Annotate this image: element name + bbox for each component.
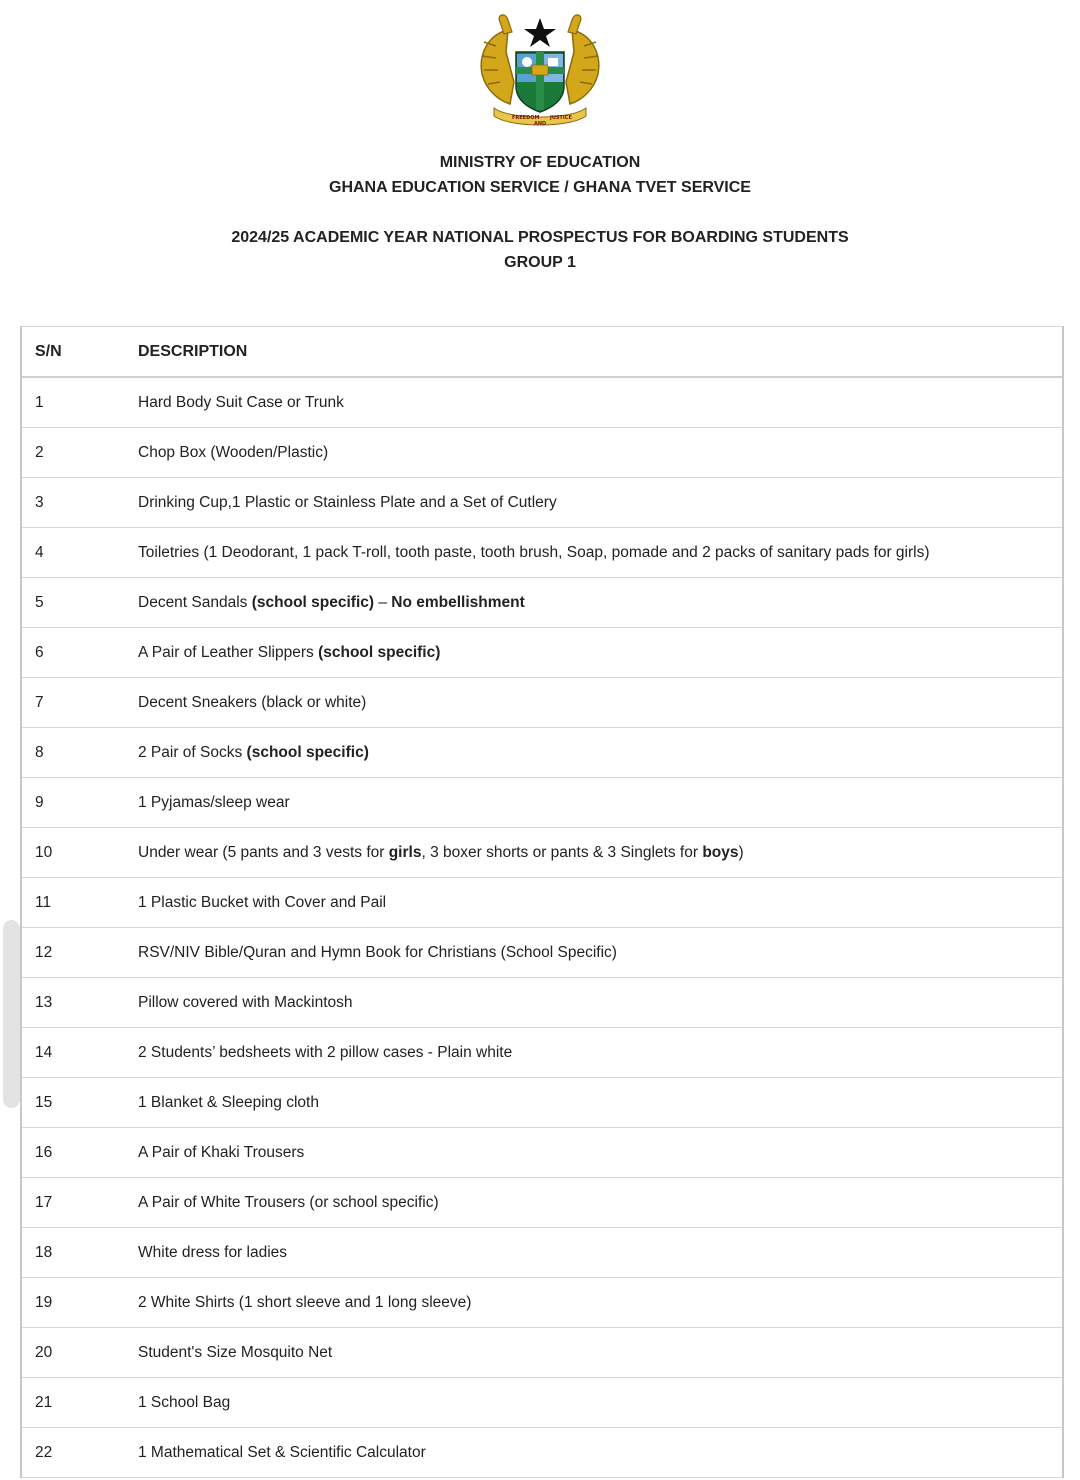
description-text: 1 Mathematical Set & Scientific Calculator [138,1443,426,1461]
row-description [138,744,1062,762]
table-row [22,478,1062,528]
row-sn: 16 [35,1143,53,1161]
heading-group: GROUP 1 [504,254,576,271]
table-row [22,928,1062,978]
table-row [22,1028,1062,1078]
row-description [138,944,1062,962]
row-sn: 21 [35,1393,53,1411]
description-text: girls [388,843,422,861]
row-sn: 12 [35,943,53,961]
row-description [138,544,1062,562]
table-row [22,978,1062,1028]
row-description [138,594,1062,612]
description-text: White dress for ladies [138,1243,288,1261]
row-sn: 19 [35,1293,53,1311]
row-description [138,844,1062,862]
row-description [138,1244,1062,1262]
row-description [138,1294,1062,1312]
row-description [138,444,1062,462]
table-row [22,628,1062,678]
description-text: 1 School Bag [138,1393,231,1411]
description-text: Drinking Cup,1 Plastic or Stainless Plate and a Set of Cutlery [138,493,557,511]
description-text: A Pair of Khaki Trousers [138,1143,305,1161]
motto-freedom: FREEDOM [512,115,540,121]
row-sn: 2 [35,443,44,461]
description-text: , 3 boxer shorts or pants & 3 Singlets for [421,843,703,861]
column-header-description: DESCRIPTION [138,342,248,360]
column-header-sn: S/N [35,342,62,360]
table-row [22,1278,1062,1328]
row-sn: 18 [35,1243,53,1261]
table-row [22,1178,1062,1228]
table-row [22,778,1062,828]
row-sn: 11 [35,893,52,911]
row-sn: 22 [35,1443,53,1461]
row-description [138,394,1062,412]
motto-justice: JUSTICE [550,115,572,121]
description-text: 1 Plastic Bucket with Cover and Pail [138,893,387,911]
description-text: 1 Pyjamas/sleep wear [138,793,290,811]
ghana-coat-of-arms-icon [470,12,610,130]
description-text: Student's Size Mosquito Net [138,1343,333,1361]
description-text: Decent Sandals [138,593,252,611]
description-text: 2 Pair of Socks [138,743,247,761]
heading-ministry: MINISTRY OF EDUCATION [439,154,641,171]
description-text: 2 Students’ bedsheets with 2 pillow cases - Plain white [138,1043,513,1061]
table-row [22,578,1062,628]
row-description [138,894,1062,912]
description-text: (school specific) [318,643,441,661]
row-description [138,1394,1062,1412]
row-description [138,794,1062,812]
heading-prospectus-title: 2024/25 ACADEMIC YEAR NATIONAL PROSPECTUS FOR BOARDING STUDENTS [231,229,849,246]
row-description [138,694,1062,712]
table-row [22,1428,1062,1478]
table-row [22,378,1062,428]
description-text: Under wear (5 pants and 3 vests for [138,843,389,861]
table-row [22,528,1062,578]
row-sn: 6 [35,643,44,661]
description-text: Toiletries (1 Deodorant, 1 pack T-roll, tooth paste, tooth brush, Soap, pomade and 2 packs of sanitary pads for girls) [138,543,930,561]
description-text: A Pair of Leather Slippers [138,643,319,661]
row-description [138,994,1062,1012]
row-sn: 7 [35,693,44,711]
heading-service: GHANA EDUCATION SERVICE / GHANA TVET SERVICE [329,179,751,196]
row-sn: 15 [35,1093,53,1111]
row-sn: 5 [35,593,44,611]
row-description [138,1094,1062,1112]
row-description [138,1194,1062,1212]
description-text: Decent Sneakers (black or white) [138,693,367,711]
table-row [22,1078,1062,1128]
row-description [138,494,1062,512]
description-text: 1 Blanket & Sleeping cloth [138,1093,319,1111]
scrollbar-thumb[interactable] [3,920,20,1108]
row-sn: 20 [35,1343,53,1361]
row-sn: 1 [35,393,44,411]
row-sn: 13 [35,993,53,1011]
description-text: A Pair of White Trousers (or school specific) [138,1193,439,1211]
row-sn: 4 [35,543,44,561]
row-description [138,1144,1062,1162]
description-text: 2 White Shirts (1 short sleeve and 1 long sleeve) [138,1293,472,1311]
description-text: – [374,593,392,611]
row-sn: 9 [35,793,44,811]
description-text: Chop Box (Wooden/Plastic) [138,443,329,461]
row-description [138,1344,1062,1362]
table-row [22,1128,1062,1178]
table-row [22,678,1062,728]
description-text: boys [702,843,739,861]
table-row [22,878,1062,928]
description-text: Hard Body Suit Case or Trunk [138,393,344,411]
description-text: Pillow covered with Mackintosh [138,993,353,1011]
prospectus-table [20,326,1064,1478]
row-sn: 3 [35,493,44,511]
row-sn: 17 [35,1193,53,1211]
table-row [22,728,1062,778]
table-row [22,428,1062,478]
row-sn: 14 [35,1043,53,1061]
table-row [22,828,1062,878]
row-sn: 10 [35,843,53,861]
table-row [22,1328,1062,1378]
row-description [138,644,1062,662]
table-row [22,1228,1062,1278]
row-sn: 8 [35,743,44,761]
description-text: RSV/NIV Bible/Quran and Hymn Book for Christians (School Specific) [138,943,617,961]
row-description [138,1444,1062,1462]
motto-and: AND [534,121,547,127]
row-description [138,1044,1062,1062]
table-row [22,1378,1062,1428]
table-header-row [22,326,1062,378]
description-text: (school specific) [251,593,375,611]
description-text: (school specific) [246,743,369,761]
description-text: ) [738,843,744,861]
description-text: No embellishment [391,593,525,611]
table-body [22,378,1062,1478]
